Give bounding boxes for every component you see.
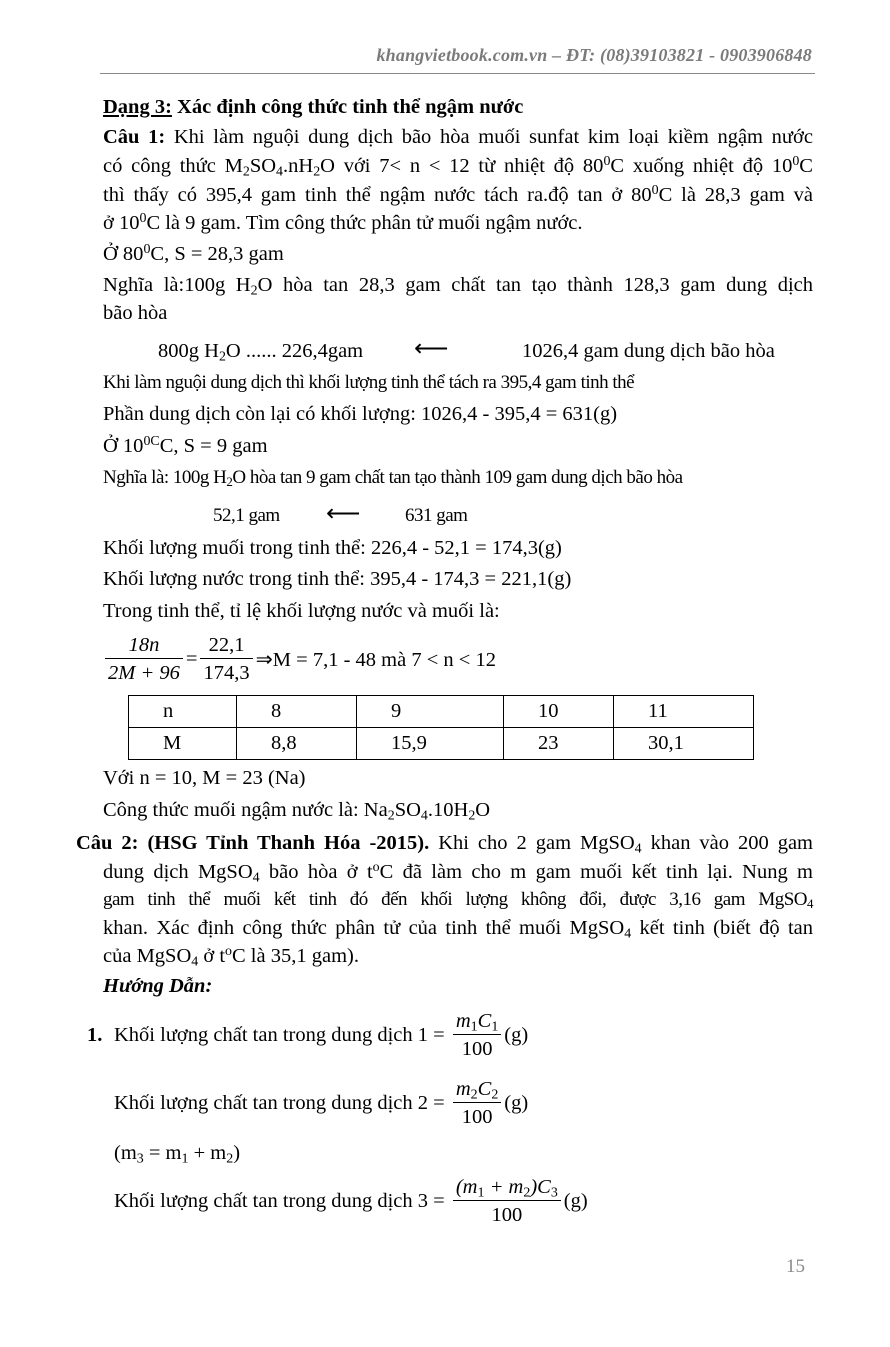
text: C đã làm cho m gam muối kết tinh lại. Nung m <box>379 861 814 883</box>
text: O với 7< n < 12 từ nhiệt độ 80 <box>320 155 604 177</box>
formula-line <box>103 797 490 823</box>
q2-line-3 <box>103 887 813 913</box>
fraction <box>453 1174 561 1229</box>
table-cell: n <box>129 696 237 728</box>
text: thì thấy có 395,4 gam tinh thể ngậm nước tách ra.độ tan ở 80 <box>103 184 652 206</box>
subscript: 2 <box>242 164 250 180</box>
text: khan. Xác định công thức phân tử của tinh thể muối MgSO <box>103 917 625 939</box>
n-m-table <box>128 695 754 760</box>
ratio-equation <box>102 632 496 687</box>
text: C <box>477 1078 492 1100</box>
subscript: 2 <box>470 1087 478 1103</box>
subscript: 2 <box>491 1087 499 1103</box>
guide-heading: Hướng Dẫn: <box>103 975 213 997</box>
subscript: 3 <box>136 1151 144 1167</box>
text: Ở 10 <box>103 435 144 457</box>
text: + m <box>188 1142 227 1164</box>
formula-label: Khối lượng chất tan trong dung dịch 2 = <box>114 1092 445 1114</box>
formula-label: Khối lượng chất tan trong dung dịch 1 = <box>114 1024 445 1046</box>
text: .nH <box>283 155 314 177</box>
text: C là 28,3 gam và <box>658 184 813 206</box>
superscript: 0 <box>143 242 151 258</box>
text: C, S = 9 gam <box>159 435 268 457</box>
cool-line: Khi làm nguội dung dịch thì khối lượng tinh thể tách ra 395,4 gam tinh thể <box>103 372 635 393</box>
subscript: 2 <box>313 164 321 180</box>
superscript: 0 <box>792 154 800 170</box>
running-header: khangvietbook.com.vn – ĐT: (08)39103821 - 0903906848 <box>376 45 812 65</box>
text: C là 9 gam. Tìm công thức phân tử muối ngậm nước. <box>146 212 583 234</box>
q1-line-3 <box>103 182 813 208</box>
text: O <box>475 799 491 821</box>
text: (m <box>455 1176 478 1198</box>
section-title-text: Xác định công thức tinh thể ngậm nước <box>171 96 524 118</box>
q2-line-4 <box>103 915 813 941</box>
section-label: Dạng 3: <box>103 96 172 118</box>
text: Nghĩa là:100g H <box>103 274 251 296</box>
text: có công thức M <box>103 155 243 177</box>
formula-label: Khối lượng chất tan trong dung dịch 3 = <box>114 1190 445 1212</box>
table-cell: 11 <box>614 696 754 728</box>
q2-line-1 <box>76 830 813 856</box>
table-cell: 10 <box>504 696 614 728</box>
text: m <box>455 1010 471 1032</box>
fraction-water-salt <box>105 632 183 687</box>
text: Ở 80 <box>103 243 144 265</box>
result-line: Với n = 10, M = 23 (Na) <box>103 767 306 789</box>
text: C xuống nhiệt độ 10 <box>610 155 793 177</box>
denominator <box>105 659 183 687</box>
subscript: 4 <box>276 164 283 180</box>
text: )C <box>530 1176 551 1198</box>
text: 800g H <box>158 340 219 362</box>
text: của MgSO <box>103 945 192 967</box>
section-title <box>103 94 523 120</box>
equals-sign: = <box>185 648 198 670</box>
text: C <box>799 155 813 177</box>
text: Khi cho 2 gam MgSO <box>429 832 635 854</box>
text: C <box>477 1010 492 1032</box>
q2-line-5 <box>103 943 359 969</box>
subscript: 2 <box>250 283 258 299</box>
q1-line-2 <box>103 153 813 179</box>
subscript: 4 <box>252 870 260 886</box>
text: ở 10 <box>103 212 140 234</box>
table-cell: 30,1 <box>614 728 754 760</box>
numerator <box>105 632 183 659</box>
equation-result: ⇒M = 7,1 - 48 mà 7 < n < 12 <box>255 649 496 671</box>
text: = m <box>143 1142 182 1164</box>
fraction-values <box>200 632 252 687</box>
text: O hòa tan 9 gam chất tan tạo thành 109 gam dung dịch bão hòa <box>232 467 683 488</box>
subscript: 4 <box>191 954 199 970</box>
formula-2 <box>114 1076 528 1131</box>
table-row <box>129 696 754 728</box>
text: gam tinh thể muối kết tinh đó đến khối lượng không đổi, được 3,16 gam MgSO <box>103 889 808 910</box>
text: Công thức muối ngậm nước là: Na <box>103 799 388 821</box>
q1-line-4 <box>103 210 583 236</box>
text: m <box>455 1078 471 1100</box>
text: SO <box>249 155 277 177</box>
q1-line-1 <box>103 124 813 150</box>
meaning-10-line <box>103 465 683 491</box>
text: C là 35,1 gam). <box>232 945 359 967</box>
fraction <box>453 1076 501 1131</box>
text: ở t <box>198 945 226 967</box>
table-cell: 8,8 <box>237 728 357 760</box>
table-cell: 8 <box>237 696 357 728</box>
text: 2M + 96 <box>108 662 180 684</box>
unit: (g) <box>504 1024 529 1046</box>
numerator <box>453 1174 561 1201</box>
subscript: 1 <box>470 1019 478 1035</box>
subscript: 4 <box>634 841 642 857</box>
table-cell: 9 <box>357 696 504 728</box>
proportion-1-right: 1026,4 gam dung dịch bão hòa <box>522 340 775 362</box>
table-cell: M <box>129 728 237 760</box>
text: kết tinh (biết độ tan <box>631 917 813 939</box>
table-row <box>129 728 754 760</box>
numerator: 22,1 <box>200 632 252 659</box>
superscript: 0 <box>139 211 147 227</box>
q2-label: Câu 2: (HSG Tỉnh Thanh Hóa -2015). <box>76 832 430 854</box>
q1-label: Câu 1: <box>103 126 166 148</box>
meaning-line-1 <box>103 272 813 298</box>
subscript: 3 <box>550 1185 558 1201</box>
formula-1 <box>114 1008 528 1063</box>
subscript: 1 <box>181 1151 189 1167</box>
q2-line-2 <box>103 859 813 885</box>
superscript: 0 <box>603 154 611 170</box>
text: .10H <box>427 799 469 821</box>
subscript: 2 <box>468 808 476 824</box>
numerator <box>453 1008 501 1035</box>
text: khan vào 200 gam <box>641 832 814 854</box>
subscript: 4 <box>807 896 813 912</box>
denominator: 100 <box>491 1204 523 1226</box>
rest-line: Phần dung dịch còn lại có khối lượng: 1026,4 - 395,4 = 631(g) <box>103 403 618 425</box>
subscript: 2 <box>226 1151 234 1167</box>
q1-text-1: Khi làm nguội dung dịch bão hòa muối sunfat kim loại kiềm ngậm nước <box>165 126 813 148</box>
text: 18n <box>128 634 160 656</box>
proportion-1-left <box>158 338 363 364</box>
header-rule <box>100 73 815 74</box>
ratio-line: Trong tinh thể, tỉ lệ khối lượng nước và muối là: <box>103 600 500 622</box>
subscript: 1 <box>491 1019 499 1035</box>
s80-line <box>103 241 284 267</box>
text: SO <box>394 799 421 821</box>
m3-line <box>114 1140 240 1166</box>
formula-3 <box>114 1174 588 1229</box>
left-arrow-icon: ⟵ <box>414 336 449 362</box>
text: dung dịch MgSO <box>103 861 253 883</box>
text: bão hòa ở t <box>259 861 373 883</box>
subscript: 2 <box>387 808 395 824</box>
text: O ...... 226,4gam <box>225 340 364 362</box>
table-cell: 23 <box>504 728 614 760</box>
superscript: 0C <box>143 434 160 450</box>
unit: (g) <box>504 1092 529 1114</box>
text: O hòa tan 28,3 gam chất tan tạo thành 128,3 gam dung dịch <box>257 274 814 296</box>
subscript: 1 <box>477 1185 485 1201</box>
salt-mass-line: Khối lượng muối trong tinh thể: 226,4 - 52,1 = 174,3(g) <box>103 537 562 559</box>
text: C, S = 28,3 gam <box>150 243 284 265</box>
list-number: 1. <box>87 1024 103 1046</box>
meaning-line-2: bão hòa <box>103 302 168 324</box>
superscript: 0 <box>651 183 659 199</box>
numerator <box>453 1076 501 1103</box>
denominator: 100 <box>461 1038 493 1060</box>
superscript: o <box>372 860 380 876</box>
text: ) <box>233 1142 241 1164</box>
subscript: 2 <box>226 474 233 490</box>
table-cell: 15,9 <box>357 728 504 760</box>
text: + m <box>484 1176 524 1198</box>
text: (m <box>114 1142 137 1164</box>
water-mass-line: Khối lượng nước trong tinh thể: 395,4 - 174,3 = 221,1(g) <box>103 568 572 590</box>
s10-line <box>103 433 268 459</box>
left-arrow-icon: ⟵ <box>326 501 361 527</box>
fraction <box>453 1008 501 1063</box>
text: Nghĩa là: 100g H <box>103 467 227 488</box>
page-number: 15 <box>786 1256 805 1277</box>
subscript: 4 <box>624 926 632 942</box>
denominator: 100 <box>461 1106 493 1128</box>
subscript: 4 <box>420 808 428 824</box>
proportion-2-left: 52,1 gam <box>213 505 280 526</box>
denominator: 174,3 <box>203 662 250 684</box>
proportion-2-right: 631 gam <box>405 505 468 526</box>
superscript: o <box>225 944 232 960</box>
unit: (g) <box>563 1190 588 1212</box>
subscript: 2 <box>218 349 226 365</box>
subscript: 2 <box>523 1185 531 1201</box>
